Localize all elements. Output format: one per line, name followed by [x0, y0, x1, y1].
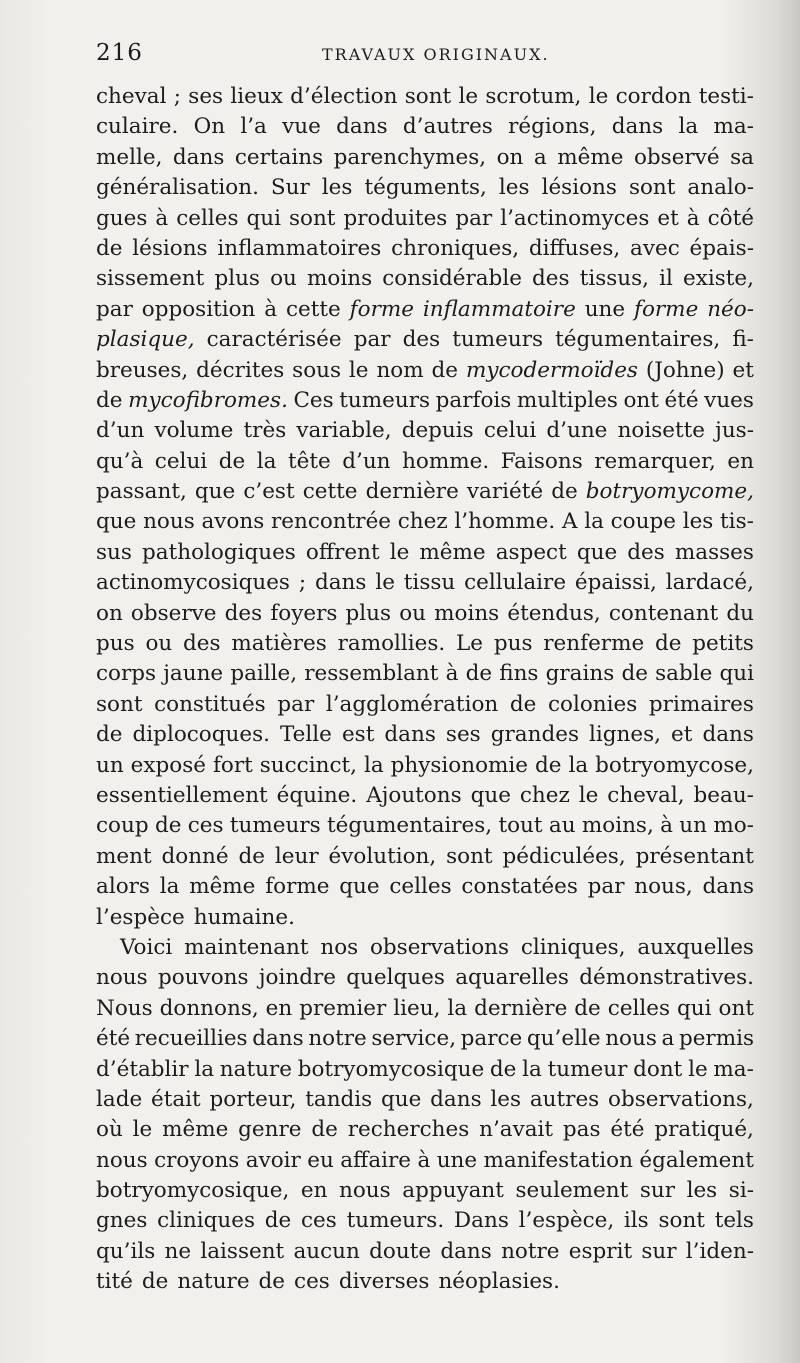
text-line: d’établir la nature botryomycosique de la tumeur dont le ma- — [96, 1056, 754, 1082]
text-line: qu’à celui de la tête d’un homme. Faisons remarquer, en — [96, 448, 754, 474]
text-line: gnes cliniques de ces tumeurs. Dans l’espèce, ils sont tels — [96, 1208, 754, 1234]
text-line: tité de nature de ces diverses néoplasies. — [96, 1269, 560, 1295]
text-line: breuses, décrites sous le nom de mycodermoïdes (Johne) et — [96, 357, 754, 383]
text-line: alors la même forme que celles constatées par nous, dans — [96, 874, 754, 900]
text-line: généralisation. Sur les téguments, les lésions sont analo- — [96, 175, 754, 201]
text-line: plasique, caractérisée par des tumeurs tégumentaires, fi- — [96, 327, 754, 353]
text-line: sus pathologiques offrent le même aspect que des masses — [96, 539, 754, 565]
text-line: sissement plus ou moins considérable des tissus, il existe, — [96, 266, 754, 292]
text-line: corps jaune paille, ressemblant à de fins grains de sable qui — [96, 661, 754, 687]
running-head — [96, 40, 756, 72]
text-line: sont constitués par l’agglomération de colonies primaires — [96, 691, 754, 717]
text-line: on observe des foyers plus ou moins étendus, contenant du — [96, 600, 754, 626]
text-line: de lésions inflammatoires chroniques, diffuses, avec épais- — [96, 235, 754, 261]
text-line: cheval ; ses lieux d’élection sont le scrotum, le cordon testi- — [96, 84, 754, 109]
text-line: gues à celles qui sont produites par l’actinomyces et à côté — [96, 205, 754, 231]
text-line: actinomycosiques ; dans le tissu cellulaire épaissi, lardacé, — [96, 570, 754, 596]
text-line: culaire. On l’a vue dans d’autres régions, dans la ma- — [96, 114, 754, 140]
text-line: passant, que c’est cette dernière variété de botryomycome, — [96, 479, 754, 505]
text-line: qu’ils ne laissent aucun doute dans notre esprit sur l’iden- — [96, 1238, 754, 1264]
text-line: par opposition à cette forme inflammatoire une forme néo- — [96, 296, 754, 322]
text-line: essentiellement équine. Ajoutons que chez le cheval, beau- — [96, 782, 754, 808]
text-line: nous croyons avoir eu affaire à une manifestation également — [96, 1147, 754, 1173]
text-line: de mycofibromes. Ces tumeurs parfois multiples ont été vues — [96, 387, 754, 413]
text-line: où le même genre de recherches n’avait pas été pratiqué, — [96, 1117, 754, 1143]
text-line: été recueillies dans notre service, parce qu’elle nous a permis — [96, 1026, 754, 1052]
running-title: TRAVAUX ORIGINAUX. — [322, 45, 550, 64]
text-line: botryomycosique, en nous appuyant seulement sur les si- — [96, 1178, 754, 1204]
text-line: d’un volume très variable, depuis celui d’une noisette jus- — [96, 418, 754, 444]
text-line: lade était porteur, tandis que dans les autres observations, — [96, 1086, 754, 1112]
text-line: que nous avons rencontrée chez l’homme. A la coupe les tis- — [96, 509, 754, 535]
text-line: de diplocoques. Telle est dans ses grandes lignes, et dans — [96, 722, 754, 748]
text-line: Voici maintenant nos observations cliniques, auxquelles — [120, 934, 754, 960]
page-number: 216 — [96, 40, 143, 66]
text-line: l’espèce humaine. — [96, 904, 295, 930]
text-line: nous pouvons joindre quelques aquarelles démonstratives. — [96, 965, 754, 991]
text-line: coup de ces tumeurs tégumentaires, tout au moins, à un mo- — [96, 813, 754, 839]
text-line: Nous donnons, en premier lieu, la dernière de celles qui ont — [96, 995, 754, 1021]
body-text — [96, 82, 754, 1298]
text-line: un exposé fort succinct, la physionomie de la botryomycose, — [96, 752, 754, 778]
text-line: melle, dans certains parenchymes, on a même observé sa — [96, 144, 754, 170]
text-line: ment donné de leur évolution, sont pédiculées, présentant — [96, 843, 754, 869]
text-line: pus ou des matières ramollies. Le pus renferme de petits — [96, 631, 754, 657]
